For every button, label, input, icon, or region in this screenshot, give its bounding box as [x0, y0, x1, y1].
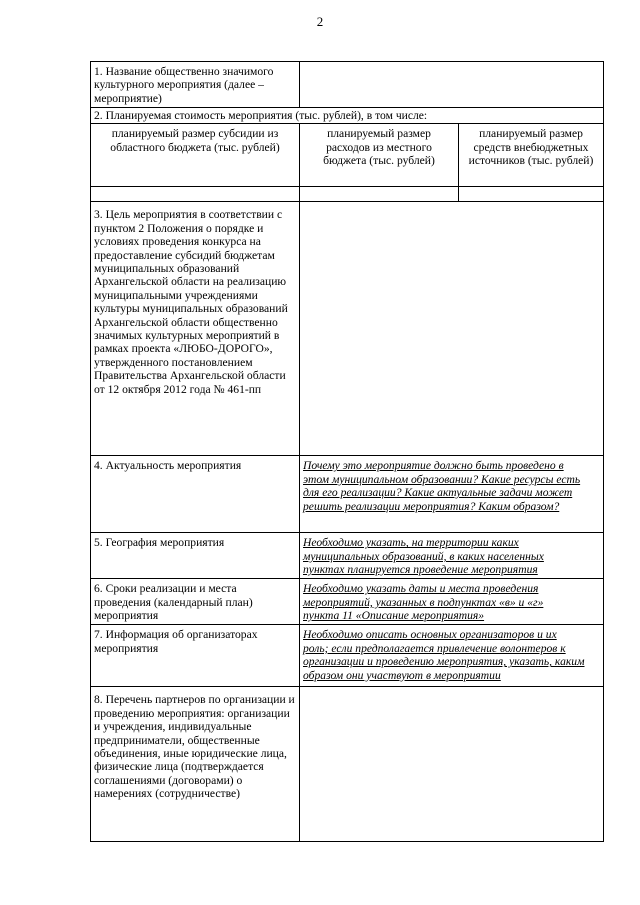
- row-partners: [91, 687, 604, 842]
- cost-value-regional[interactable]: [91, 187, 300, 202]
- row-event-name: [91, 62, 604, 108]
- row-geography: [91, 533, 604, 579]
- row-organizers: [91, 625, 604, 687]
- relevance-hint[interactable]: Почему это мероприятие должно быть проведено в этом муниципальном образовании? Какие ресурсы есть для его реализации? Какие актуальные задачи может решить реализации мероприятия? Каким образом?: [300, 456, 604, 533]
- event-name-label: 1. Название общественно значимого культурного мероприятия (далее – мероприятие): [91, 62, 300, 108]
- goal-label: 3. Цель мероприятия в соответствии с пунктом 2 Положения о порядке и условиях проведения конкурса на предоставление субсидий бюджетам муниципальных образований Архангельской области на реализацию муниципальными учреждениями культуры муниципальных образований Архангельской области общественно значимых культурных мероприятий в рамках проекта «ЛЮБО-ДОРОГО», утвержденного постановлением Правительства Архангельской области от 12 октября 2012 года № 461-пп: [91, 202, 300, 456]
- partners-field[interactable]: [300, 687, 604, 842]
- cost-header: 2. Планируемая стоимость мероприятия (тыс. рублей), в том числе:: [91, 108, 604, 124]
- organizers-label: 7. Информация об организаторах мероприятия: [91, 625, 300, 687]
- application-form-table: [90, 61, 604, 842]
- schedule-label: 6. Сроки реализации и места проведения (календарный план) мероприятия: [91, 579, 300, 625]
- cost-value-extrabudgetary[interactable]: [459, 187, 604, 202]
- partners-label: 8. Перечень партнеров по организации и проведению мероприятия: организации и учреждения, индивидуальные предприниматели, общественные объединения, иные юридические лица, физические лица (подтверждается соглашениями (договорами) о намерениях (сотрудничестве): [91, 687, 300, 842]
- row-relevance: [91, 456, 604, 533]
- schedule-hint[interactable]: Необходимо указать даты и места проведения мероприятий, указанных в подпунктах «в» и «г» пункта 11 «Описание мероприятия»: [300, 579, 604, 625]
- geography-hint[interactable]: Необходимо указать, на территории каких муниципальных образований, в каких населенных пунктах планируется проведение мероприятия: [300, 533, 604, 579]
- event-name-field[interactable]: [300, 62, 604, 108]
- cost-column-extrabudgetary: планируемый размер средств внебюджетных источников (тыс. рублей): [459, 124, 604, 187]
- goal-field[interactable]: [300, 202, 604, 456]
- row-cost-values: [91, 187, 604, 202]
- page-number: 2: [316, 14, 324, 29]
- organizers-hint[interactable]: Необходимо описать основных организаторов и их роль; если предполагается привлечение волонтеров к организации и проведению мероприятия, указать, каким образом они участвуют в мероприятии: [300, 625, 604, 687]
- cost-column-local: планируемый размер расходов из местного бюджета (тыс. рублей): [300, 124, 459, 187]
- row-cost-columns: [91, 124, 604, 187]
- cost-value-local[interactable]: [300, 187, 459, 202]
- relevance-label: 4. Актуальность мероприятия: [91, 456, 300, 533]
- row-goal: [91, 202, 604, 456]
- cost-column-regional: планируемый размер субсидии из областного бюджета (тыс. рублей): [91, 124, 300, 187]
- geography-label: 5. География мероприятия: [91, 533, 300, 579]
- row-schedule: [91, 579, 604, 625]
- row-cost-header: [91, 108, 604, 124]
